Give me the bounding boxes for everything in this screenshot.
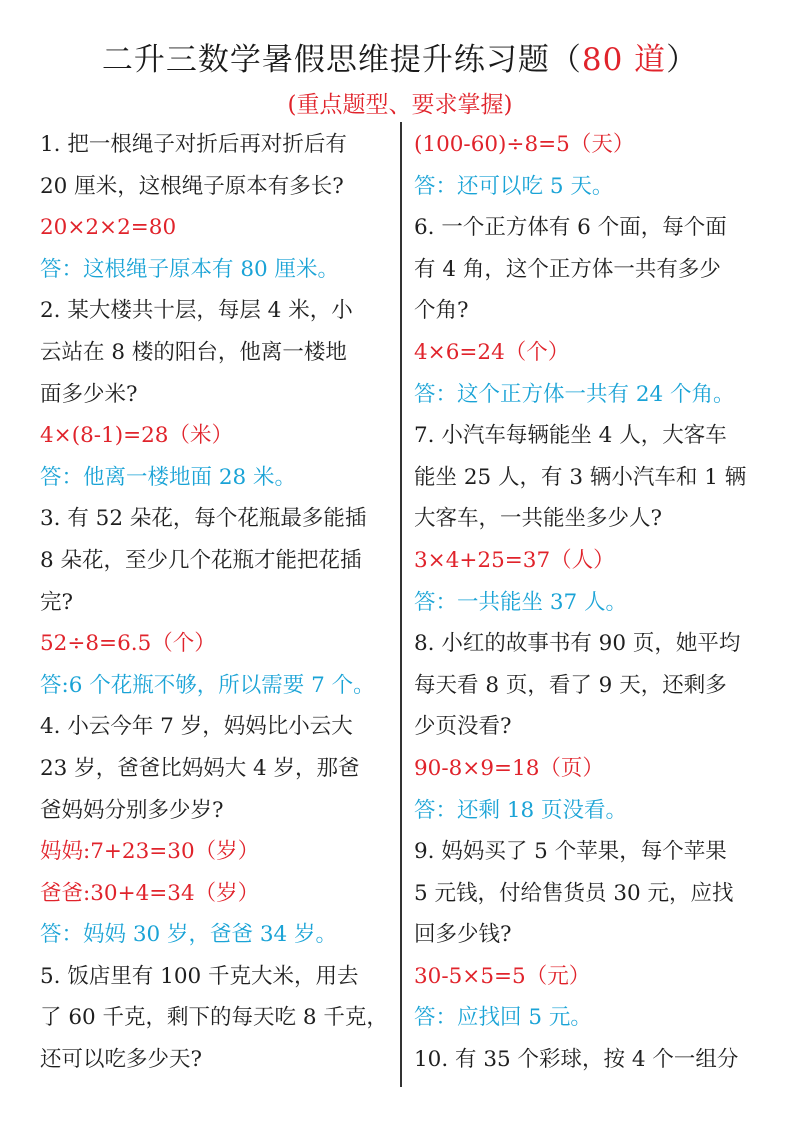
formula-line: 4×6=24（个） xyxy=(414,339,570,365)
question-line: 5 元钱，付给售货员 30 元，应找 xyxy=(414,880,734,906)
answer-line: 答:6 个花瓶不够，所以需要 7 个。 xyxy=(40,672,375,698)
question-line: 云站在 8 楼的阳台，他离一楼地 xyxy=(40,339,347,365)
question-line: 4. 小云今年 7 岁，妈妈比小云大 xyxy=(40,714,353,740)
question-line: 个角? xyxy=(414,298,469,324)
question-line: 1. 把一根绳子对折后再对折后有 xyxy=(40,132,347,157)
answer-line: 答：应找回 5 元。 xyxy=(414,1005,592,1031)
left-column xyxy=(40,124,400,1081)
question-line: 7. 小汽车每辆能坐 4 人，大客车 xyxy=(414,423,727,449)
question-line: 8 朵花，至少几个花瓶才能把花插 xyxy=(40,547,362,573)
answer-line: 答：这个正方体一共有 24 个角。 xyxy=(414,381,735,407)
question-line: 9. 妈妈买了 5 个苹果，每个苹果 xyxy=(414,839,727,865)
question-line: 大客车，一共能坐多少人? xyxy=(414,506,663,532)
title-count: 80 道 xyxy=(581,42,667,78)
question-line: 3. 有 52 朵花，每个花瓶最多能插 xyxy=(40,506,367,532)
question-line: 有 4 角，这个正方体一共有多少 xyxy=(414,256,721,282)
question-line: 10. 有 35 个彩球，按 4 个一组分 xyxy=(414,1047,739,1073)
answer-line: 答：这根绳子原本有 80 厘米。 xyxy=(40,256,340,282)
answer-line: 答：他离一楼地面 28 米。 xyxy=(40,464,297,490)
question-line: 每天看 8 页，看了 9 天，还剩多 xyxy=(414,672,727,698)
question-line: 能坐 25 人，有 3 辆小汽车和 1 辆 xyxy=(414,464,747,490)
answer-line: 答：还可以吃 5 天。 xyxy=(414,173,614,199)
page-subtitle: (重点题型、要求掌握) xyxy=(287,92,513,118)
formula-line: 52÷8=6.5（个） xyxy=(40,631,216,657)
formula-line: 30-5×5=5（元） xyxy=(414,963,591,989)
question-line: 20 厘米，这根绳子原本有多长? xyxy=(40,173,344,199)
question-line: 了 60 千克，剩下的每天吃 8 千克， xyxy=(40,1005,388,1031)
question-line: 面多少米? xyxy=(40,381,138,407)
formula-line: 4×(8-1)=28（米） xyxy=(40,423,233,449)
question-line: 5. 饭店里有 100 千克大米，用去 xyxy=(40,963,359,989)
formula-line: 90-8×9=18（页） xyxy=(414,755,604,781)
title-suffix: ） xyxy=(666,42,699,78)
question-line: 回多少钱? xyxy=(414,922,512,948)
answer-line: 答：妈妈 30 岁，爸爸 34 岁。 xyxy=(40,922,338,948)
question-line: 2. 某大楼共十层，每层 4 米，小 xyxy=(40,298,353,324)
formula-line: 20×2×2=80 xyxy=(40,215,177,241)
formula-line: (100-60)÷8=5（天） xyxy=(414,132,635,157)
formula-line: 妈妈:7+23=30（岁） xyxy=(40,839,260,865)
question-line: 还可以吃多少天? xyxy=(40,1047,203,1073)
question-line: 爸妈妈分别多少岁? xyxy=(40,797,224,823)
title-prefix: 二升三数学暑假思维提升练习题（ xyxy=(101,42,582,78)
page-title xyxy=(0,34,800,79)
answer-line: 答：一共能坐 37 人。 xyxy=(414,589,628,615)
formula-line: 爸爸:30+4=34（岁） xyxy=(40,880,260,906)
formula-line: 3×4+25=37（人） xyxy=(414,547,615,573)
question-line: 完? xyxy=(40,589,74,615)
question-line: 6. 一个正方体有 6 个面，每个面 xyxy=(414,215,727,241)
answer-line: 答：还剩 18 页没看。 xyxy=(414,797,628,823)
question-line: 少页没看? xyxy=(414,714,512,740)
column-divider xyxy=(400,122,402,1087)
question-line: 23 岁，爸爸比妈妈大 4 岁，那爸 xyxy=(40,755,360,781)
question-line: 8. 小红的故事书有 90 页，她平均 xyxy=(414,631,741,657)
right-column xyxy=(414,124,774,1081)
